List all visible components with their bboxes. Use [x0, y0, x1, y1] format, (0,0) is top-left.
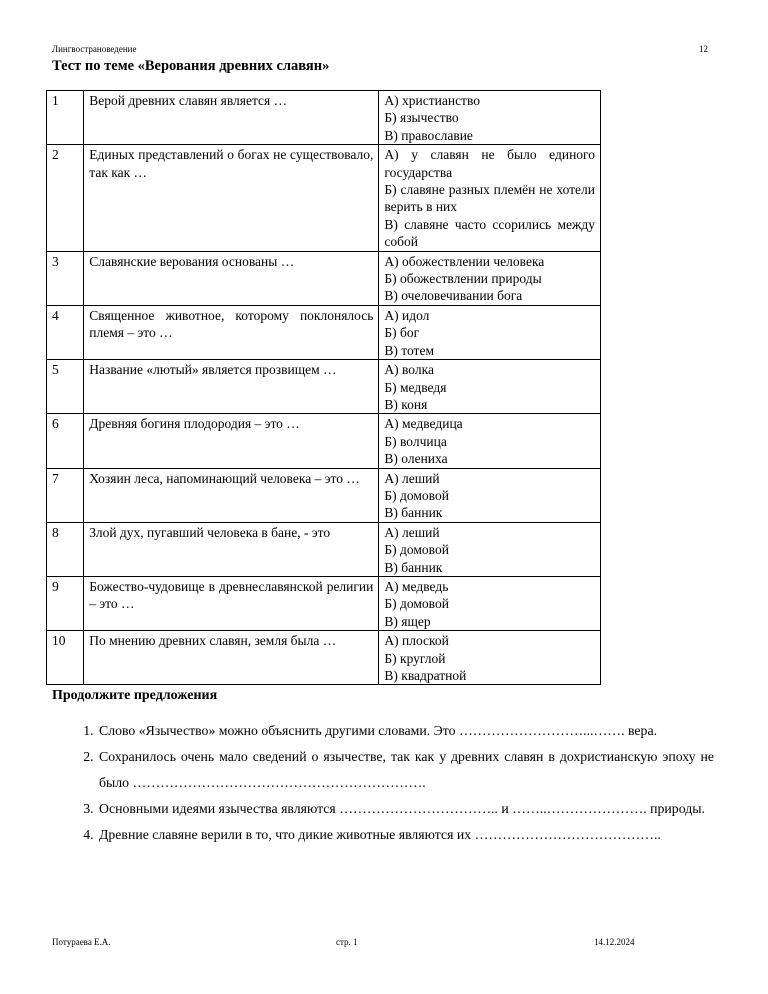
question-row	[47, 360, 601, 414]
answer-option: А) идол	[384, 307, 430, 323]
answer-option: В) православие	[384, 127, 473, 143]
footer-author: Потураева Е.А.	[52, 937, 111, 947]
question-row	[47, 305, 601, 359]
answer-option: А) медведь	[384, 578, 449, 594]
answer-option: Б) медведя	[384, 379, 447, 395]
question-text: Священное животное, которому поклонялось племя – это …	[84, 305, 379, 359]
answer-option: В) банник	[384, 559, 443, 575]
question-text: Хозяин леса, напоминающий человека – это …	[84, 468, 379, 522]
question-row	[47, 576, 601, 630]
answer-option: А) леший	[384, 524, 440, 540]
sentence-item: 2. Сохранилось очень мало сведений о язычестве, так как у древних славян в дохристианскую эпоху не было ……………………………………………………….	[97, 744, 714, 796]
answer-option: А) медведица	[384, 416, 463, 432]
answer-options	[379, 145, 601, 251]
answer-option: А) христианство	[384, 93, 480, 108]
question-row	[47, 522, 601, 576]
answer-option: Б) домовой	[384, 596, 449, 612]
answer-options	[379, 522, 601, 576]
answer-option: В) очеловечивании бога	[384, 288, 523, 304]
answer-options	[379, 91, 601, 145]
question-text: Единых представлений о богах не существовало, так как …	[84, 145, 379, 251]
question-text: Злой дух, пугавший человека в бане, - это	[84, 522, 379, 576]
question-number: 1	[47, 91, 84, 145]
question-text: Божество-чудовище в древнеславянской религии – это …	[84, 576, 379, 630]
question-row	[47, 414, 601, 468]
footer-date: 14.12.2024	[594, 937, 635, 947]
question-number: 3	[47, 251, 84, 305]
sentence-item: 4. Древние славяне верили в то, что дикие животные являются их …………………………………..	[97, 822, 714, 848]
answer-options	[379, 576, 601, 630]
question-number: 8	[47, 522, 84, 576]
question-number: 4	[47, 305, 84, 359]
answer-option: Б) круглой	[384, 650, 446, 666]
answer-option: В) банник	[384, 505, 443, 521]
answer-option: Б) славяне разных племён не хотели верить в них	[384, 182, 595, 215]
question-number: 7	[47, 468, 84, 522]
answer-options	[379, 305, 601, 359]
question-number: 9	[47, 576, 84, 630]
question-row	[47, 631, 601, 685]
question-row	[47, 91, 601, 145]
answer-option: А) обожествлении человека	[384, 253, 545, 269]
question-text: Древняя богиня плодородия – это …	[84, 414, 379, 468]
footer-page: стр. 1	[336, 937, 358, 947]
answer-options	[379, 360, 601, 414]
question-text: Название «лютый» является прозвищем …	[84, 360, 379, 414]
answer-option: В) коня	[384, 396, 428, 412]
answer-option: Б) обожествлении природы	[384, 271, 542, 287]
answer-option: В) ящер	[384, 613, 431, 629]
continue-section-title: Продолжите предложения	[52, 688, 218, 703]
answer-option: В) славяне часто ссорились между собой	[384, 216, 595, 250]
sentence-item: 1. Слово «Язычество» можно объяснить другими словами. Это ………………………...……. вера.	[97, 718, 714, 744]
answer-options	[379, 468, 601, 522]
answer-option: А) леший	[384, 470, 440, 486]
answer-option: А) у славян не было единого государства	[384, 147, 595, 180]
answer-option: В) тотем	[384, 342, 434, 358]
answer-options	[379, 414, 601, 468]
question-number: 5	[47, 360, 84, 414]
question-row	[47, 251, 601, 305]
sentence-list	[50, 718, 714, 848]
answer-option: А) волка	[384, 362, 434, 378]
answer-option: В) квадратной	[384, 668, 467, 683]
answer-option: Б) бог	[384, 325, 420, 341]
question-text: Славянские верования основаны …	[84, 251, 379, 305]
header-page-number: 12	[699, 44, 708, 54]
question-number: 6	[47, 414, 84, 468]
sentence-item: 3. Основными идеями язычества являются …………………………….. и ……..…………………. природы.	[97, 796, 714, 822]
question-row	[47, 468, 601, 522]
question-row	[47, 145, 601, 251]
quiz-table	[46, 90, 601, 685]
answer-option: Б) домовой	[384, 487, 449, 503]
answer-option: В) олениха	[384, 451, 448, 467]
page-title: Тест по теме «Верования древних славян»	[52, 58, 330, 74]
answer-option: Б) волчица	[384, 433, 447, 449]
answer-options	[379, 251, 601, 305]
question-text: Верой древних славян является …	[84, 91, 379, 145]
question-number: 2	[47, 145, 84, 251]
answer-option: Б) язычество	[384, 110, 459, 126]
answer-option: Б) домовой	[384, 542, 449, 558]
header-subject: Лингвострановедение	[52, 44, 137, 54]
question-text: По мнению древних славян, земля была …	[84, 631, 379, 685]
answer-option: А) плоской	[384, 633, 449, 649]
question-number: 10	[47, 631, 84, 685]
answer-options	[379, 631, 601, 685]
